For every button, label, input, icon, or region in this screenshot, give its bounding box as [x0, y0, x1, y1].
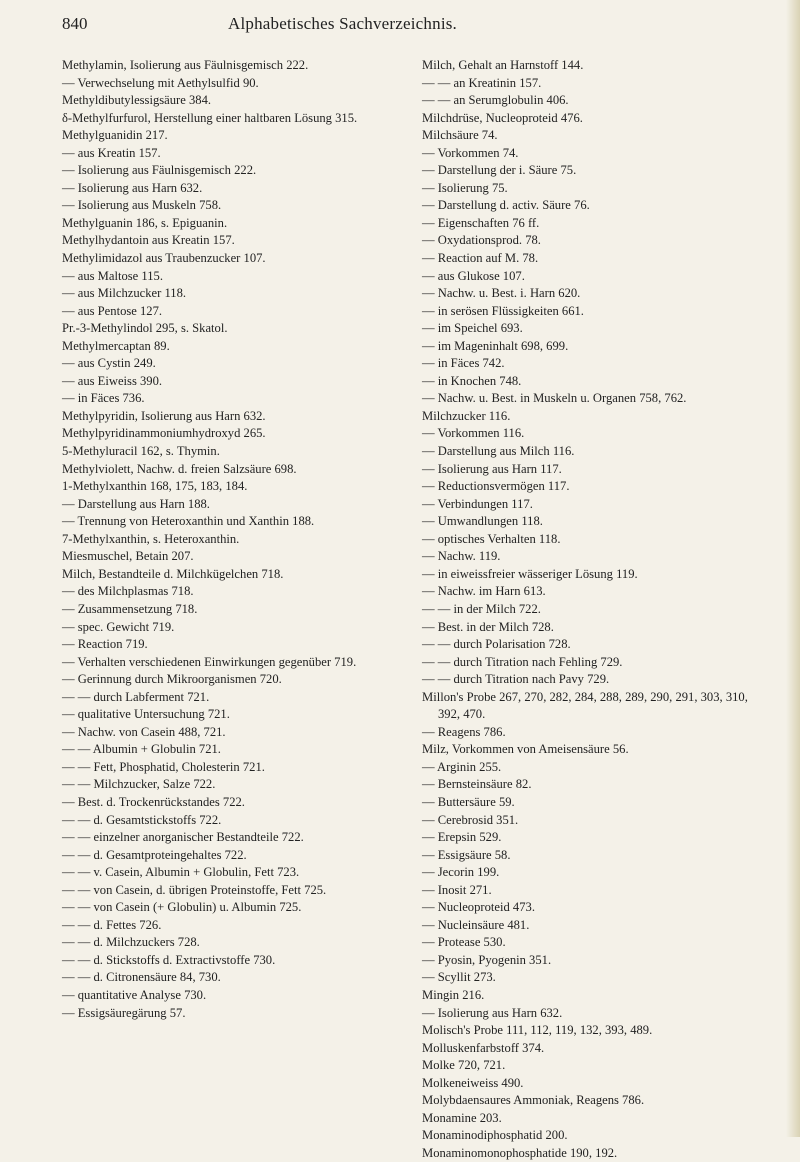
index-entry: — — d. Milchzuckers 728. — [62, 935, 200, 950]
index-column-right — [422, 57, 767, 1162]
page-edge-shading — [786, 0, 800, 1137]
index-entry: — aus Cystin 249. — [62, 356, 156, 371]
index-entry: — Gerinnung durch Mikroorganismen 720. — [62, 672, 282, 687]
index-entry: — in serösen Flüssigkeiten 661. — [422, 303, 584, 318]
index-entry: — — an Kreatinin 157. — [422, 75, 542, 90]
index-entry: — Eigenschaften 76 ff. — [422, 215, 540, 230]
index-entry: — in Knochen 748. — [422, 373, 522, 388]
index-entry: — Best. d. Trockenrückstandes 722. — [62, 794, 245, 809]
index-entry: — aus Pentose 127. — [62, 303, 163, 318]
index-entry: — optisches Verhalten 118. — [422, 531, 561, 546]
index-entry: Methylviolett, Nachw. d. freien Salzsäure 698. — [62, 461, 297, 476]
index-entry: — — d. Citronensäure 84, 730. — [62, 970, 221, 985]
index-entry: Molisch's Probe 111, 112, 119, 132, 393, 489. — [422, 1023, 653, 1038]
index-entry: Miesmuschel, Betain 207. — [62, 549, 194, 564]
index-entry: — aus Eiweiss 390. — [62, 373, 163, 388]
index-entry: Pr.-3-Methylindol 295, s. Skatol. — [62, 321, 228, 336]
index-entry: — Oxydationsprod. 78. — [422, 233, 541, 248]
index-entry: Molluskenfarbstoff 374. — [422, 1040, 545, 1055]
index-entry: — Essigsäuregärung 57. — [62, 1005, 186, 1020]
index-entry: — — durch Labferment 721. — [62, 689, 210, 704]
index-entry: Methyldibutylessigsäure 384. — [62, 93, 212, 108]
index-entry: — — d. Gesamtstickstoffs 722. — [62, 812, 222, 827]
index-entry: — spec. Gewicht 719. — [62, 619, 175, 634]
index-entry: — — d. Stickstoffs d. Extractivstoffe 730. — [62, 952, 276, 967]
index-entry: Methylguanidin 217. — [62, 128, 168, 143]
index-entry: Millon's Probe 267, 270, 282, 284, 288, 289, 290, 291, 303, 310, 392, 470. — [422, 689, 748, 722]
index-entry: — — durch Titration nach Pavy 729. — [422, 672, 610, 687]
index-entry: — — durch Titration nach Fehling 729. — [422, 654, 623, 669]
index-entry: — Essigsäure 58. — [422, 847, 511, 862]
index-entry: Methylhydantoin aus Kreatin 157. — [62, 233, 235, 248]
index-entry: — — einzelner anorganischer Bestandteile 722. — [62, 830, 304, 845]
index-entry: — Reaction 719. — [62, 637, 148, 652]
index-entry: — aus Kreatin 157. — [62, 145, 161, 160]
index-entry: — — d. Fettes 726. — [62, 917, 162, 932]
index-entry: Methylguanin 186, s. Epiguanin. — [62, 215, 228, 230]
index-entry: Methylpyridin, Isolierung aus Harn 632. — [62, 408, 266, 423]
index-entry: Methylpyridinammoniumhydroxyd 265. — [62, 426, 266, 441]
index-entry: — in Fäces 742. — [422, 356, 505, 371]
index-entry: Methylimidazol aus Traubenzucker 107. — [62, 251, 266, 266]
index-entry: Molke 720, 721. — [422, 1058, 506, 1073]
index-entry: Milchzucker 116. — [422, 408, 511, 423]
index-entry: Milz, Vorkommen von Ameisensäure 56. — [422, 742, 629, 757]
page-header — [62, 14, 762, 40]
index-entry: — Vorkommen 74. — [422, 145, 519, 160]
index-entry: — Nucleinsäure 481. — [422, 917, 530, 932]
index-entry: — Umwandlungen 118. — [422, 514, 543, 529]
index-entry: Monamine 203. — [422, 1110, 502, 1125]
index-entry: Milchsäure 74. — [422, 128, 498, 143]
index-entry: — aus Milchzucker 118. — [62, 286, 187, 301]
index-entry: — in Fäces 736. — [62, 391, 145, 406]
index-entry: — Verwechselung mit Aethylsulfid 90. — [62, 75, 259, 90]
index-entry: — Isolierung aus Muskeln 758. — [62, 198, 222, 213]
index-entry: — Darstellung d. activ. Säure 76. — [422, 198, 590, 213]
index-entry: — Darstellung aus Milch 116. — [422, 444, 575, 459]
index-entry: — Darstellung der i. Säure 75. — [422, 163, 577, 178]
index-entry: — Arginin 255. — [422, 759, 502, 774]
index-entry: — — in der Milch 722. — [422, 601, 541, 616]
index-entry: — — v. Casein, Albumin + Globulin, Fett 723. — [62, 865, 300, 880]
index-entry: Monaminomonophosphatide 190, 192. — [422, 1145, 618, 1160]
index-entry: — Nachw. u. Best. in Muskeln u. Organen 758, 762. — [422, 391, 687, 406]
index-entry: — Nucleoproteid 473. — [422, 900, 535, 915]
index-entry: — aus Maltose 115. — [62, 268, 163, 283]
index-entry: — Cerebrosid 351. — [422, 812, 519, 827]
index-entry: — Reaction auf M. 78. — [422, 251, 539, 266]
index-entry: — Protease 530. — [422, 935, 506, 950]
index-entry: — Verhalten verschiedenen Einwirkungen gegenüber 719. — [62, 654, 357, 669]
index-entry: 5-Methyluracil 162, s. Thymin. — [62, 444, 220, 459]
index-entry: — Isolierung aus Fäulnisgemisch 222. — [62, 163, 257, 178]
index-column-left — [62, 57, 397, 1022]
index-entry: Methylmercaptan 89. — [62, 338, 170, 353]
index-entry: 7-Methylxanthin, s. Heteroxanthin. — [62, 531, 240, 546]
index-entry: — Bernsteinsäure 82. — [422, 777, 532, 792]
index-entry: — Verbindungen 117. — [422, 496, 533, 511]
index-entry: — — d. Gesamtproteingehaltes 722. — [62, 847, 247, 862]
page-number: 840 — [62, 14, 88, 33]
index-entry: — Erepsin 529. — [422, 830, 502, 845]
index-entry: — im Mageninhalt 698, 699. — [422, 338, 569, 353]
running-title: Alphabetisches Sachverzeichnis. — [228, 14, 458, 33]
index-entry: Monaminodiphosphatid 200. — [422, 1128, 568, 1143]
index-entry: — qualitative Untersuchung 721. — [62, 707, 230, 722]
index-entry: — Inosit 271. — [422, 882, 492, 897]
index-entry: — Vorkommen 116. — [422, 426, 525, 441]
index-entry: δ-Methylfurfurol, Herstellung einer haltbaren Lösung 315. — [62, 110, 358, 125]
index-entry: Milch, Bestandteile d. Milchkügelchen 718. — [62, 566, 284, 581]
index-entry: — Trennung von Heteroxanthin und Xanthin 188. — [62, 514, 315, 529]
index-entry: — Nachw. von Casein 488, 721. — [62, 724, 226, 739]
index-entry: — Scyllit 273. — [422, 970, 496, 985]
index-entry: — Nachw. 119. — [422, 549, 501, 564]
index-entry: — Best. in der Milch 728. — [422, 619, 554, 634]
index-entry: Molkeneiweiss 490. — [422, 1075, 524, 1090]
index-entry: — Zusammensetzung 718. — [62, 601, 198, 616]
index-entry: — Isolierung aus Harn 632. — [422, 1005, 563, 1020]
index-entry: 1-Methylxanthin 168, 175, 183, 184. — [62, 479, 248, 494]
index-entry: — im Speichel 693. — [422, 321, 523, 336]
index-entry: — Isolierung aus Harn 117. — [422, 461, 562, 476]
index-entry: — Buttersäure 59. — [422, 794, 515, 809]
index-entry: — Pyosin, Pyogenin 351. — [422, 952, 552, 967]
index-entry: Molybdaensaures Ammoniak, Reagens 786. — [422, 1093, 645, 1108]
index-entry: Mingin 216. — [422, 987, 485, 1002]
index-entry: — — Milchzucker, Salze 722. — [62, 777, 216, 792]
index-entry: — des Milchplasmas 718. — [62, 584, 194, 599]
index-entry: — Jecorin 199. — [422, 865, 500, 880]
index-entry: — Isolierung 75. — [422, 180, 508, 195]
index-entry: — Reductionsvermögen 117. — [422, 479, 570, 494]
index-entry: — — durch Polarisation 728. — [422, 637, 571, 652]
index-entry: — — von Casein, d. übrigen Proteinstoffe, Fett 725. — [62, 882, 327, 897]
index-entry: — Reagens 786. — [422, 724, 506, 739]
index-entry: — in eiweissfreier wässeriger Lösung 119. — [422, 566, 638, 581]
index-entry: — Darstellung aus Harn 188. — [62, 496, 210, 511]
index-entry: Methylamin, Isolierung aus Fäulnisgemisch 222. — [62, 58, 309, 72]
index-entry: — — an Serumglobulin 406. — [422, 93, 569, 108]
index-entry: — — Albumin + Globulin 721. — [62, 742, 221, 757]
index-entry: — quantitative Analyse 730. — [62, 987, 207, 1002]
index-entry: Milch, Gehalt an Harnstoff 144. — [422, 58, 584, 72]
index-entry: — — von Casein (+ Globulin) u. Albumin 725. — [62, 900, 302, 915]
index-entry: — — Fett, Phosphatid, Cholesterin 721. — [62, 759, 265, 774]
index-entry: Milchdrüse, Nucleoproteid 476. — [422, 110, 583, 125]
index-entry: — Nachw. im Harn 613. — [422, 584, 546, 599]
index-entry: — Nachw. u. Best. i. Harn 620. — [422, 286, 581, 301]
index-entry: — Isolierung aus Harn 632. — [62, 180, 203, 195]
index-entry: — aus Glukose 107. — [422, 268, 525, 283]
